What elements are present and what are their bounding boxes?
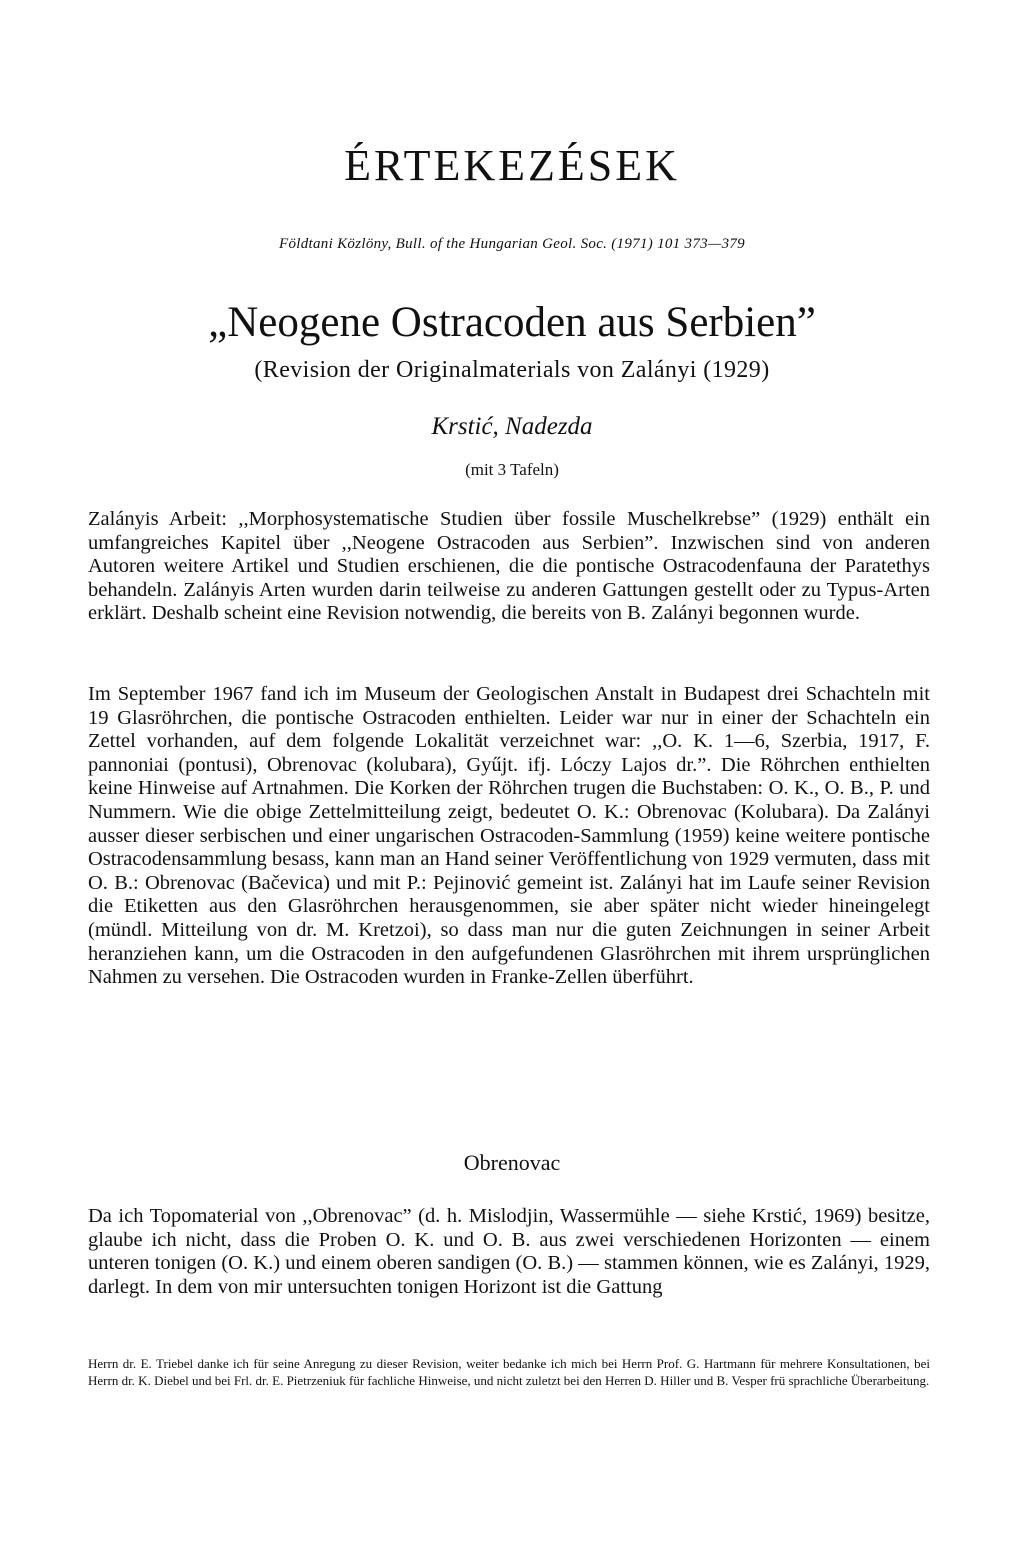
article-title: „Neogene Ostracoden aus Serbien”	[208, 299, 816, 346]
paragraph-text: Im September 1967 fand ich im Museum der Geologischen Anstalt in Budapest drei Schachteln mit 19 Glasröhrchen, die pontische Ostracoden enthielten. Leider war nur in einer der Schachteln ein Zettel vorhanden, auf dem folgende Lokalität verzeichnet war: ,,O. K. 1—6, Szerbia, 1917, F. pannoniai (pontusi), Obrenovac (kolubara), Gyűjt. ifj. Lóczy Lajos dr.”. Die Röhrchen enthielten keine Hinweise auf Artnahmen. Die Korken der Röhrchen trugen die Buchstaben: O. K., O. B., P. und Nummern. Wie die obige Zettelmitteilung zeigt, bedeutet O. K.: Obrenovac (Kolubara). Da Zalányi ausser dieser serbischen und einer ungarischen Ostracoden-Sammlung (1959) keine weitere pontische Ostracodensammlung besass, kann man an Hand seiner Veröffentlichung von 1929 vermuten, dass mit O. B.: Obrenovac (Bačevica) und mit P.: Pejinović gemeint ist. Zalányi hat im Laufe seiner Revision die Etiketten aus den Glasröhrchen herausgenommen, sie aber später nicht wieder hineingelegt (mündl. Mitteilung von dr. M. Kretzoi), so dass man nur die guten Zeichnungen in seiner Arbeit heranziehen kann, um die Ostracoden in den aufgefundenen Glasröhrchen mit ihrem ursprünglichen Nahmen zu versehen. Die Ostracoden wurden in Franke-Zellen überführt.	[88, 683, 930, 989]
section-heading: ÉRTEKEZÉSEK	[344, 141, 680, 190]
journal-citation: Földtani Közlöny, Bull. of the Hungarian Geol. Soc. (1971) 101 373—379	[279, 236, 745, 252]
acknowledgement-footnote: Herrn dr. E. Triebel danke ich für seine Anregung zu dieser Revision, weiter bedanke ich mich bei Herrn Prof. G. Hartmann für mehrere Konsultationen, bei Herrn dr. K. Diebel und bei Frl. dr. E. Pietrzeniuk für fachliche Hinweise, und nicht zuletzt bei den Herren D. Hiller und B. Vesper frü sprachliche Überarbeitung.	[88, 1356, 930, 1388]
body-paragraph-3	[88, 1205, 930, 1299]
paragraph-text: Zalányis Arbeit: ,,Morphosystematische Studien über fossile Muschelkrebse” (1929) enthält ein umfangreiches Kapitel über ,,Neogene Ostracoden aus Serbien”. Inzwischen sind von anderen Autoren weitere Artikel und Studien erschienen, die die pontische Ostracodenfauna der Paratethys behandeln. Zalányis Arten wurden darin teilweise zu anderen Gattungen gestellt oder zu Typus-Arten erklärt. Deshalb scheint eine Revision notwendig, die bereits von B. Zalányi begonnen wurde.	[88, 508, 930, 625]
article-author: Krstić, Nadezda	[431, 413, 593, 440]
body-paragraph-2	[88, 683, 930, 990]
plates-note: (mit 3 Tafeln)	[465, 460, 559, 479]
article-subtitle: (Revision der Originalmaterials von Zalányi (1929)	[254, 357, 770, 383]
paragraph-text: Da ich Topomaterial von ,,Obrenovac” (d. h. Mislodjin, Wassermühle — siehe Krstić, 1969) besitze, glaube ich nicht, dass die Proben O. K. und O. B. aus zwei verschiedenen Horizonten — einem unteren tonigen (O. K.) und einem oberen sandigen (O. B.) — stammen können, wie es Zalányi, 1929, darlegt. In dem von mir untersuchten tonigen Horizont ist die Gattung	[88, 1205, 930, 1298]
body-paragraph-1	[88, 508, 930, 626]
section-subheading: Obrenovac	[463, 1150, 561, 1175]
